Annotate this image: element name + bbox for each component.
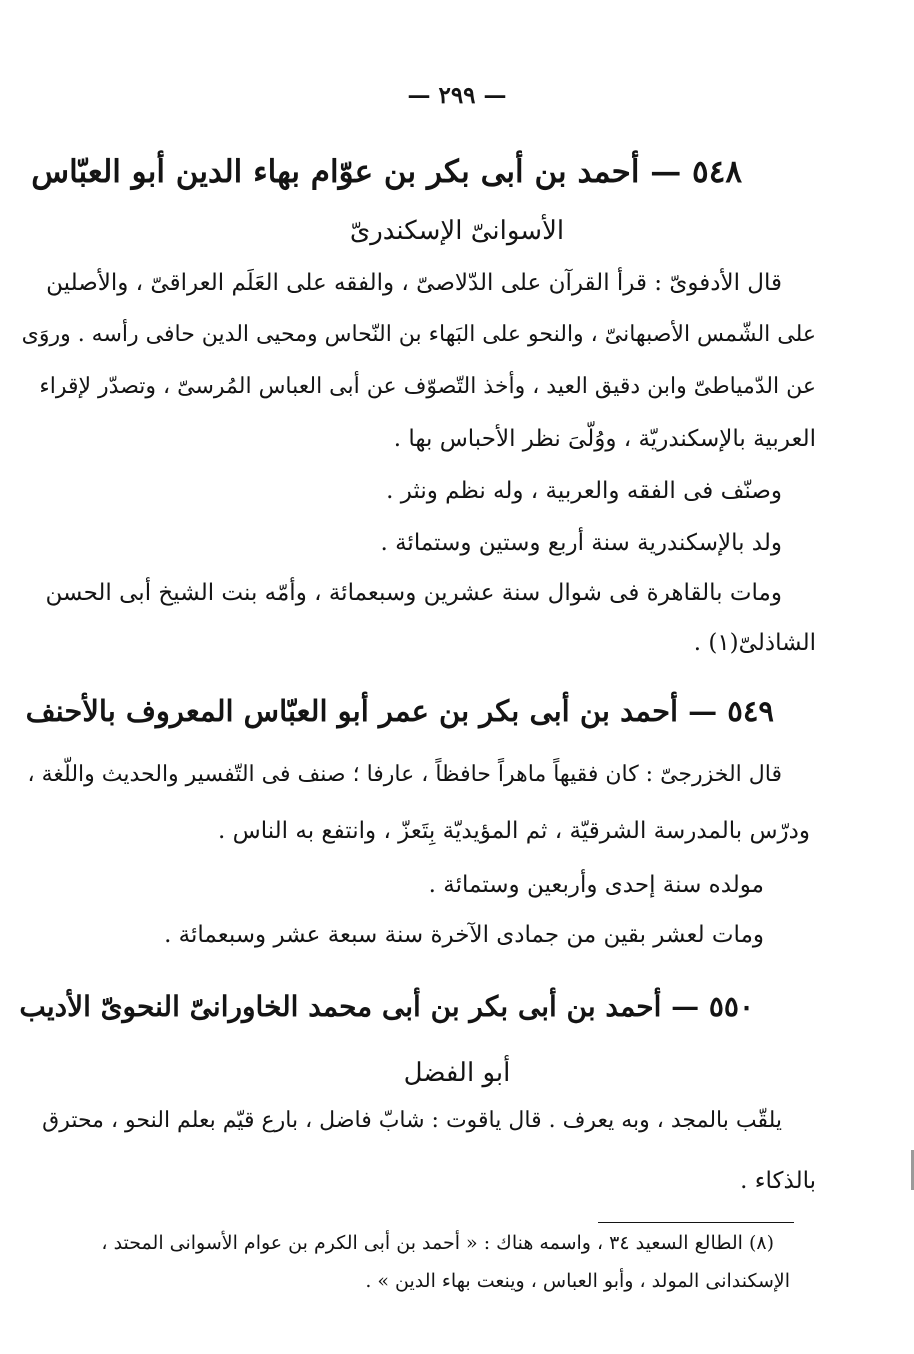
paragraph-line: ولد بالإسكندرية سنة أربع وستين وستمائة . [380, 530, 782, 556]
entry-title: — أحمد بن أبى بكر بن عمر أبو العبّاس المعروف بالأحنف [25, 694, 718, 728]
paragraph-line: ومات بالقاهرة فى شوال سنة عشرين وسبعمائة ، وأمّه بنت الشيخ أبى الحسن [45, 580, 782, 606]
entry-subtitle: أبو الفضل [403, 1058, 511, 1088]
paragraph-line: العربية بالإسكندريّة ، ووُلّىَ نظر الأحباس بها . [393, 426, 816, 452]
paragraph-line: مولده سنة إحدى وأربعين وستمائة . [428, 872, 764, 898]
entry-550-heading [19, 990, 754, 1023]
entry-number: ٥٤٨ [692, 154, 742, 190]
paragraph-line: بالذكاء . [740, 1168, 816, 1194]
paragraph-line: قال الخزرجىّ : كان فقيهاً ماهراً حافظاً ، عارفا ؛ صنف فى التّفسير والحديث واللّغة ، [27, 762, 782, 787]
paragraph-line: الشاذلىّ(١) . [693, 630, 816, 656]
entry-549-heading [26, 694, 774, 728]
entry-title: — أحمد بن أبى بكر بن عوّام بهاء الدين أبو العبّاس [31, 154, 682, 190]
entry-number: ٥٤٩ [727, 694, 774, 728]
paragraph-line: يلقّب بالمجد ، وبه يعرف . قال ياقوت : شابّ فاضل ، بارع قيّم بعلم النحو ، محترق [42, 1108, 782, 1133]
footnote-line: (٨) الطالع السعيد ٣٤ ، واسمه هناك : « أحمد بن أبى الكرم بن عوام الأسوانى المحتد ، [101, 1232, 774, 1254]
entry-number: ٥٥٠ [708, 990, 754, 1023]
entry-548-heading [31, 154, 742, 190]
footnote-line: الإسكندانى المولد ، وأبو العباس ، وينعت بهاء الدين » . [365, 1270, 790, 1292]
paragraph-line: على الشّمس الأصبهانىّ ، والنحو على البَهاء بن النّحاس ومحيى الدين حافى رأسه . وروَى [21, 322, 816, 347]
page-number: — ٢٩٩ — [407, 82, 507, 109]
footnote-rule [598, 1222, 794, 1223]
paragraph-line: ودرّس بالمدرسة الشرقيّة ، ثم المؤيديّة بِتَعزّ ، وانتفع به الناس . [218, 818, 810, 844]
entry-title: — أحمد بن أبى بكر بن أبى محمد الخاورانىّ النحوىّ الأديب [19, 990, 700, 1023]
paragraph-line: عن الدّمياطىّ وابن دقيق العيد ، وأخذ التّصوّف عن أبى العباس المُرسىّ ، وتصدّر لإقراء [39, 374, 816, 399]
paragraph-line: وصنّف فى الفقه والعربية ، وله نظم ونثر . [386, 478, 782, 504]
paragraph-line: ومات لعشر بقين من جمادى الآخرة سنة سبعة عشر وسبعمائة . [164, 922, 764, 948]
entry-subtitle: الأسوانىّ الإسكندرىّ [349, 216, 565, 246]
paragraph-line: قال الأدفوىّ : قرأ القرآن على الدّلاصىّ ، والفقه على العَلَم العراقىّ ، والأصلين [46, 270, 782, 296]
